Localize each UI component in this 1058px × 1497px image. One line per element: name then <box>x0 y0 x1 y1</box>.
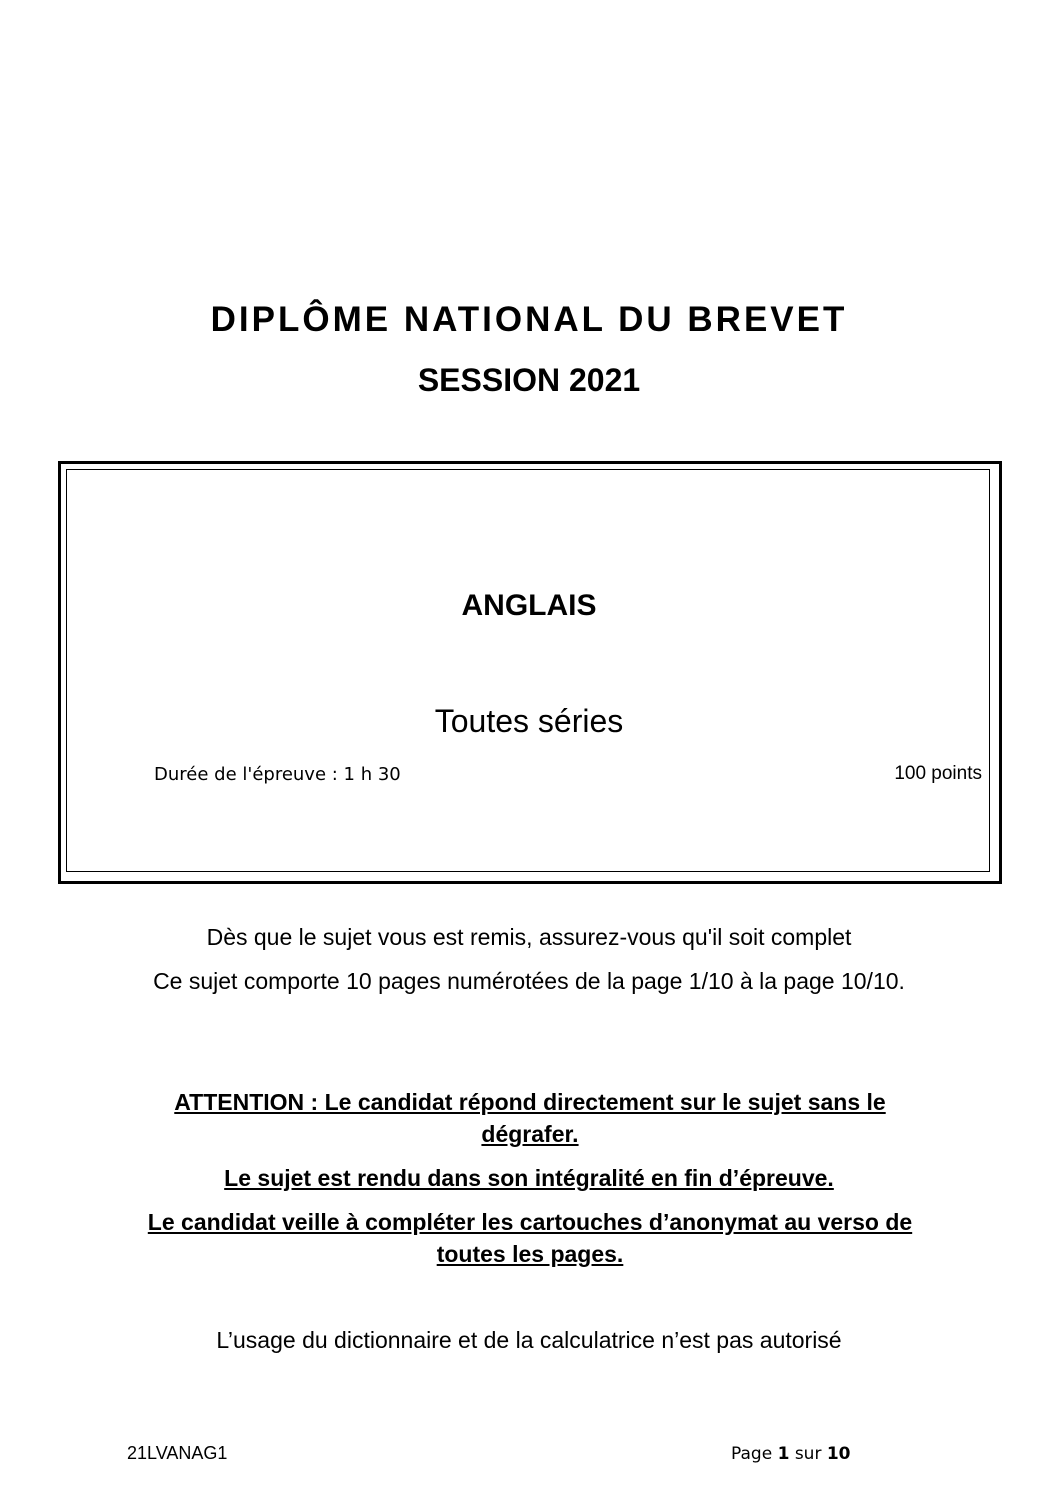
document-title: DIPLÔME NATIONAL DU BREVET <box>210 300 848 339</box>
page-current: 1 <box>777 1444 790 1464</box>
exam-duration: Durée de l'épreuve : 1 h 30 <box>154 764 401 785</box>
warning-anonymity: Le candidat veille à compléter les cartouches d’anonymat au verso de toutes les pages. <box>147 1209 913 1267</box>
document-code: 21LVANAG1 <box>127 1443 228 1463</box>
subject-title: ANGLAIS <box>461 589 597 622</box>
exam-info-frame-inner <box>66 469 990 872</box>
warning-returned: Le sujet est rendu dans son intégralité en fin d’épreuve. <box>224 1165 834 1191</box>
series-label: Toutes séries <box>434 703 624 739</box>
page-number <box>731 1444 851 1464</box>
exam-points: 100 points <box>894 763 982 784</box>
usage-note: L’usage du dictionnaire et de la calculatrice n’est pas autorisé <box>216 1327 842 1353</box>
instruction-completeness: Dès que le sujet vous est remis, assurez-vous qu'il soit complet <box>206 924 852 950</box>
session-title: SESSION 2021 <box>417 362 641 398</box>
page-total: 10 <box>826 1444 851 1464</box>
instruction-page-count: Ce sujet comporte 10 pages numérotées de la page 1/10 à la page 10/10. <box>153 968 905 994</box>
page-separator: sur <box>794 1444 822 1464</box>
page-prefix: Page <box>731 1444 773 1464</box>
warning-attention: ATTENTION : Le candidat répond directement sur le sujet sans le dégrafer. <box>174 1089 886 1147</box>
